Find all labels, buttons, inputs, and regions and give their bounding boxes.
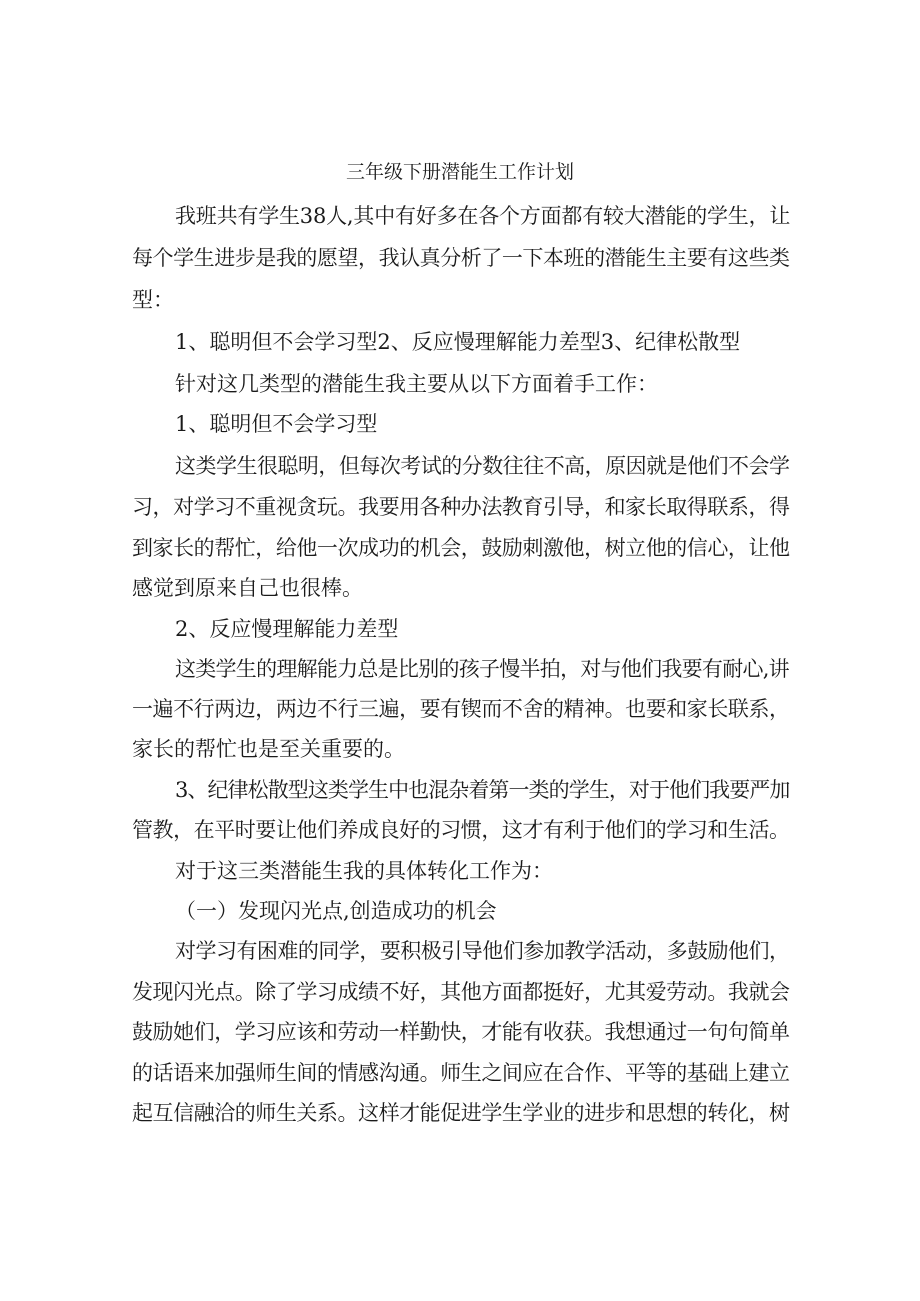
paragraph-line: 感觉到原来自己也很棒。: [132, 576, 363, 600]
paragraph-line: 鼓励她们，学习应该和劳动一样勤快，才能有收获。我想通过一句句简单: [132, 1020, 790, 1044]
paragraph-line: 家长的帮忙也是至关重要的。: [132, 737, 405, 761]
paragraph-line: 型：: [132, 288, 174, 312]
paragraph-line: 到家长的帮忙，给他一次成功的机会，鼓励刺激他，树立他的信心，让他: [132, 536, 790, 560]
section-heading: 2、反应慢理解能力差型: [175, 617, 399, 641]
section-heading: （一）发现闪光点,创造成功的机会: [175, 899, 497, 923]
paragraph-line: 管教，在平时要让他们养成良好的习惯，这才有利于他们的学习和生活。: [132, 818, 790, 842]
paragraph-line: 一遍不行两边，两边不行三遍，要有锲而不舍的精神。也要和家长联系，: [132, 697, 790, 721]
document-title: 三年级下册潜能生工作计划: [345, 161, 574, 183]
paragraph-line: 3、纪律松散型这类学生中也混杂着第一类的学生，对于他们我要严加: [175, 778, 790, 802]
paragraph-line: 发现闪光点。除了学习成绩不好，其他方面都挺好，尤其爱劳动。我就会: [132, 980, 790, 1004]
paragraph-line: 起互信融洽的师生关系。这样才能促进学生学业的进步和思想的转化，树: [132, 1101, 790, 1125]
paragraph-line: 针对这几类型的潜能生我主要从以下方面着手工作：: [175, 372, 658, 396]
paragraph-line: 对学习有困难的同学，要积极引导他们参加教学活动，多鼓励他们，: [175, 939, 790, 963]
paragraph-line: 的话语来加强师生间的情感沟通。师生之间应在合作、平等的基础上建立: [132, 1061, 790, 1085]
paragraph-line: 习，对学习不重视贪玩。我要用各种办法教育引导，和家长取得联系，得: [132, 495, 790, 519]
paragraph-line: 这类学生的理解能力总是比别的孩子慢半拍，对与他们我要有耐心,讲: [175, 657, 789, 681]
paragraph-line: 这类学生很聪明，但每次考试的分数往往不高，原因就是他们不会学: [175, 454, 790, 478]
section-heading: 1、聪明但不会学习型: [175, 412, 378, 436]
paragraph-line: 对于这三类潜能生我的具体转化工作为：: [175, 859, 553, 883]
paragraph-line: 每个学生进步是我的愿望，我认真分析了一下本班的潜能生主要有这些类: [132, 246, 790, 270]
paragraph-line: 我班共有学生38人,其中有好多在各个方面都有较大潜能的学生，让: [175, 204, 791, 228]
paragraph-line: 1、聪明但不会学习型2、反应慢理解能力差型3、纪律松散型: [175, 330, 741, 354]
